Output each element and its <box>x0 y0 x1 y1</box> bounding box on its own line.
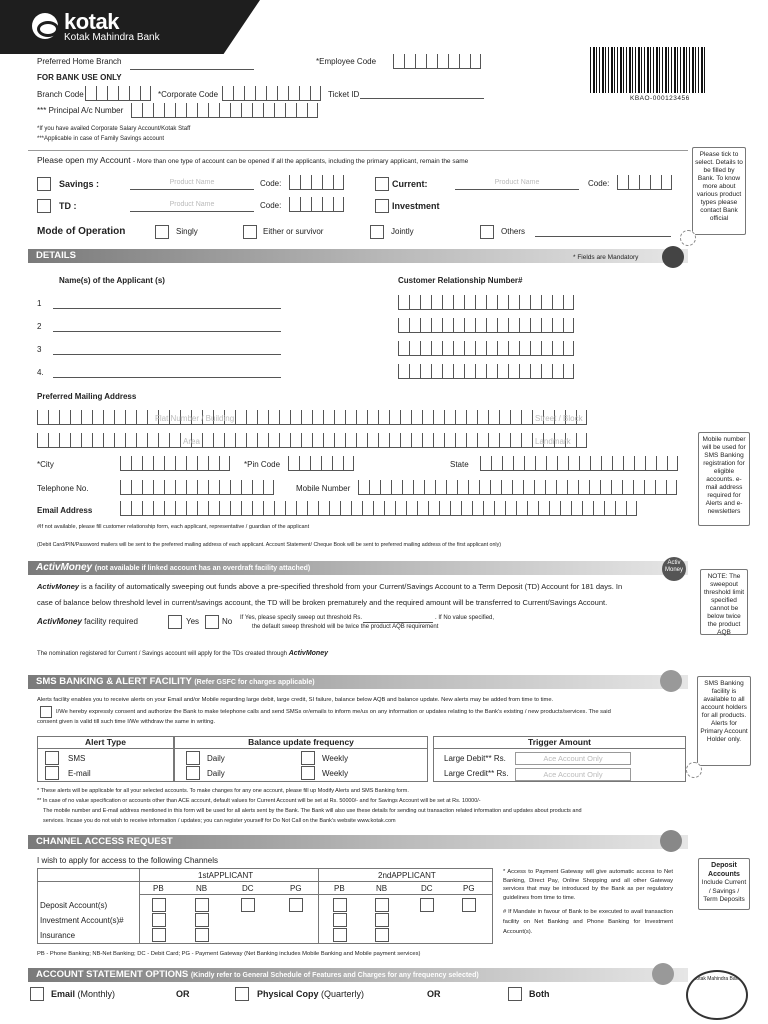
col-dc: DC <box>242 884 254 893</box>
col-pb: PB <box>334 884 345 893</box>
td-label: TD : <box>59 201 77 211</box>
brand-name: kotak <box>64 9 119 34</box>
activmoney-side-note: NOTE: The sweepout threshold limit specified cannot be below twice the product AQB <box>700 569 748 635</box>
corporate-code-label: *Corporate Code <box>158 90 219 99</box>
or-label: OR <box>176 989 190 999</box>
bank-stamp: Kotak Mahindra Bank <box>686 970 748 1020</box>
activmoney-desc-1: ActivMoney is a facility of automatically sweeping out funds above a pre-specified threshold from your Current/Savings Account to a Term Deposit (TD) Account for 181 days. In <box>37 582 623 591</box>
current-product-name[interactable]: Product Name <box>494 179 540 186</box>
others-label: Others <box>501 227 526 236</box>
investment-label: Investment <box>392 201 440 211</box>
channel-checkbox[interactable] <box>241 898 255 912</box>
channel-checkbox[interactable] <box>289 898 303 912</box>
barcode-text: KBAO-000123456 <box>630 95 690 102</box>
crn-boxes[interactable] <box>398 318 574 333</box>
flat-placeholder: Flat Number / Building <box>155 414 235 423</box>
either-label: Either or survivor <box>263 227 324 236</box>
singly-checkbox[interactable] <box>155 225 169 239</box>
second-applicant-header: 2ndAPPLICANT <box>378 871 436 880</box>
activmoney-no-checkbox[interactable] <box>205 615 219 629</box>
row-number: 3 <box>37 345 42 354</box>
investment-checkbox[interactable] <box>375 199 389 213</box>
email-statement-checkbox[interactable] <box>30 987 44 1001</box>
city-label: *City <box>37 460 54 469</box>
applicant-name-field[interactable] <box>53 377 281 378</box>
email-daily-label: Daily <box>207 769 225 778</box>
area-placeholder: Area <box>183 437 200 446</box>
large-debit-field[interactable]: Ace Account Only <box>515 752 631 765</box>
employee-code-boxes[interactable] <box>393 54 481 69</box>
table-line <box>139 894 493 895</box>
first-applicant-header: 1stAPPLICANT <box>198 871 254 880</box>
envelope-icon <box>652 963 674 985</box>
home-branch-label: Preferred Home Branch <box>37 57 122 66</box>
corporate-code-boxes[interactable] <box>222 86 321 101</box>
lightbulb-icon <box>686 762 702 778</box>
current-product-line <box>455 189 579 190</box>
channel-checkbox[interactable] <box>195 928 209 942</box>
bank-use-label: FOR BANK USE ONLY <box>37 73 122 82</box>
activmoney-header: ActivMoney (not available if linked account has an overdraft facility attached) <box>28 561 688 575</box>
principal-label: *** Principal A/c Number <box>37 106 124 115</box>
col-dc: DC <box>421 884 433 893</box>
email-daily-checkbox[interactable] <box>186 766 200 780</box>
both-label: Both <box>529 989 550 999</box>
table-line <box>37 881 493 882</box>
mandatory-note: * Fields are Mandatory <box>573 254 639 261</box>
telephone-label: Telephone No. <box>37 484 89 493</box>
please-open-label: Please open my Account - More than one type of account can be opened if all the applicants, including the primary applicant, remain the same <box>37 155 469 165</box>
large-credit-label: Large Credit** Rs. <box>444 769 509 778</box>
savings-product-name[interactable]: Product Name <box>169 179 215 186</box>
email-alert-label: E-mail <box>68 769 91 778</box>
city-boxes[interactable] <box>120 456 230 471</box>
applicant-name-field[interactable] <box>53 354 281 355</box>
large-debit-label: Large Debit** Rs. <box>444 754 506 763</box>
address-line1-boxes[interactable] <box>37 410 587 425</box>
savings-code-boxes[interactable] <box>289 175 344 190</box>
channel-checkbox[interactable] <box>375 898 389 912</box>
person-icon <box>662 246 684 268</box>
applicant-names-label: Name(s) of the Applicant (s) <box>59 276 165 285</box>
savings-label: Savings : <box>59 179 100 189</box>
physical-statement-label: Physical Copy (Quarterly) <box>257 989 365 999</box>
channel-checkbox[interactable] <box>333 913 347 927</box>
td-product-line <box>130 211 254 212</box>
account-side-note: Please tick to select. Details to be filled by Bank. To know more about various product types please contact Bank official <box>692 147 746 235</box>
sms-note-2: ** In case of no value specification or accounts other than ACE account, default values for Current Account will be set at Rs. 50000/- and for Savings Account will be set at Rs. 10000/- <box>37 798 481 804</box>
email-statement-label: Email (Monthly) <box>51 989 116 999</box>
channel-checkbox[interactable] <box>375 913 389 927</box>
savings-product-line <box>130 189 254 190</box>
channel-checkbox[interactable] <box>152 928 166 942</box>
others-checkbox[interactable] <box>480 225 494 239</box>
sms-note-4: services. Incase you do not wish to receive information / updates; you can register yourself for Do Not Call on the Bank's website www.kotak.com <box>43 818 396 824</box>
email-boxes[interactable] <box>120 501 637 516</box>
sms-note-3: The mobile number and E-mail address mentioned in this form will be used for all alerts sent by the Bank. The Bank will also use these details for sending out transaction related information and updates about products and <box>43 808 582 814</box>
sms-side-note: SMS Banking facility is available to all account holders for all products. Alerts for Primary Account Holder only. <box>697 676 751 766</box>
activmoney-desc-2: case of balance below threshold level in current/savings account, the TD will be broken prematurely and the required amount will be transferred to Current/Savings Account. <box>37 598 608 607</box>
channel-legend: PB - Phone Banking; NB-Net Banking; DC - Debit Card; PG - Payment Gateway (Net Banking includes Mobile Banking and Mobile payment services) <box>37 951 421 957</box>
pin-boxes[interactable] <box>288 456 354 471</box>
home-branch-field[interactable] <box>130 69 254 70</box>
threshold-field[interactable] <box>363 622 433 623</box>
col-pg: PG <box>463 884 475 893</box>
sms-daily-label: Daily <box>207 754 225 763</box>
mandate-note: # If Mandate in favour of Bank to be executed to avail transaction facility on Net Banking and Phone Banking for Investment Account(s). <box>503 909 673 935</box>
pin-label: *Pin Code <box>244 460 281 469</box>
branch-code-label: Branch Code <box>37 90 84 99</box>
row-number: 1 <box>37 299 42 308</box>
td-code-label: Code: <box>260 201 282 210</box>
sms-para-2: I/We hereby expressly consent and authorize the Bank to make telephone calls and send SMSs or/emails to inform me/us on any information or updates relating to the Bank's existing / new products/services. The said <box>56 709 611 715</box>
street-placeholder: Street / Block <box>535 414 583 423</box>
current-checkbox[interactable] <box>375 177 389 191</box>
mobile-boxes[interactable] <box>358 480 677 495</box>
td-checkbox[interactable] <box>37 199 51 213</box>
sms-para-3: consent given is valid till such time I/We withdraw the same in writing. <box>37 719 216 725</box>
large-credit-field[interactable]: Ace Account Only <box>515 768 631 781</box>
brand-subtitle: Kotak Mahindra Bank <box>64 32 160 43</box>
barcode <box>590 47 706 93</box>
others-field[interactable] <box>535 236 671 237</box>
address-line2-boxes[interactable] <box>37 433 587 448</box>
balance-freq-box: Balance update frequency <box>174 736 428 782</box>
channel-header: CHANNEL ACCESS REQUEST <box>28 835 688 849</box>
telephone-boxes[interactable] <box>120 480 274 495</box>
mailing-address-label: Preferred Mailing Address <box>37 392 137 401</box>
sms-weekly-label: Weekly <box>322 754 349 763</box>
channel-checkbox[interactable] <box>462 898 476 912</box>
if-yes-text: If Yes, please specify sweep out threshold Rs. <box>240 615 363 621</box>
col-pg: PG <box>290 884 302 893</box>
principal-boxes[interactable] <box>131 103 318 118</box>
yes-label: Yes <box>186 617 200 626</box>
crn-boxes[interactable] <box>398 364 574 379</box>
physical-statement-checkbox[interactable] <box>235 987 249 1001</box>
state-boxes[interactable] <box>480 456 678 471</box>
td-product-name[interactable]: Product Name <box>169 201 215 208</box>
mobile-phone-icon <box>660 670 682 692</box>
crn-boxes[interactable] <box>398 341 574 356</box>
table-line <box>139 868 140 944</box>
savings-checkbox[interactable] <box>37 177 51 191</box>
current-code-boxes[interactable] <box>617 175 672 190</box>
sms-note-1: * These alerts will be applicable for all your selected accounts. To make changes for any one account, please fill up Modify Alerts and SMS Banking form. <box>37 788 409 794</box>
savings-code-label: Code: <box>260 179 282 188</box>
deposit-label: Deposit Account(s) <box>40 901 108 910</box>
col-nb: NB <box>196 884 208 893</box>
employee-code-label: *Employee Code <box>316 57 377 66</box>
current-code-label: Code: <box>588 179 610 188</box>
sms-header: SMS BANKING & ALERT FACILITY (Refer GSFC for charges applicable) <box>28 675 688 689</box>
kotak-logo-icon <box>32 13 58 39</box>
channel-checkbox[interactable] <box>195 898 209 912</box>
either-checkbox[interactable] <box>243 225 257 239</box>
state-label: State <box>450 460 469 469</box>
jointly-checkbox[interactable] <box>370 225 384 239</box>
activmoney-logo-icon: Activ Money <box>662 557 686 581</box>
pg-note: * Access to Payment Gateway will give automatic access to Net Banking, Direct Pay, Online Shopping and all other Gateway services that may be introduced by the Bank as per regulatory guidelines from time to time. <box>503 869 673 901</box>
applicant-name-field[interactable] <box>53 331 281 332</box>
crn-boxes[interactable] <box>398 295 574 310</box>
channel-intro: I wish to apply for access to the following Channels <box>37 856 218 865</box>
row-number: 2 <box>37 322 42 331</box>
consent-checkbox[interactable] <box>40 706 52 718</box>
sms-para-1: Alerts facility enables you to receive alerts on your Email and/or Mobile regarding large debit, large credit, SI failure, balance below AQB and balance update. New alerts may be added from time to time. <box>37 697 554 703</box>
no-label: No <box>222 617 233 626</box>
nomination-text: The nomination registered for Current / Savings account will apply for the TDs created through ActivMoney <box>37 650 328 657</box>
ticket-id-label: Ticket ID <box>328 90 360 99</box>
alert-type-box: Alert Type <box>37 736 174 782</box>
statement-header: ACCOUNT STATEMENT OPTIONS (Kindly refer to General Schedule of Features and Charges for any frequency selected) <box>28 968 688 982</box>
ticket-id-field[interactable] <box>360 98 484 99</box>
crn-footnote: #If not available, please fill customer relationship form, each applicant, representative / guardian of the applicant <box>37 524 310 530</box>
channel-checkbox[interactable] <box>333 928 347 942</box>
mode-of-operation-label: Mode of Operation <box>37 226 126 237</box>
both-statement-checkbox[interactable] <box>508 987 522 1001</box>
email-weekly-checkbox[interactable] <box>301 766 315 780</box>
col-nb: NB <box>376 884 388 893</box>
activmoney-yes-checkbox[interactable] <box>168 615 182 629</box>
td-code-boxes[interactable] <box>289 197 344 212</box>
details-header: DETAILS <box>28 249 688 263</box>
col-pb: PB <box>153 884 164 893</box>
sms-daily-checkbox[interactable] <box>186 751 200 765</box>
divider <box>28 150 688 151</box>
or-label: OR <box>427 989 441 999</box>
mailer-footnote: (Debit Card/PIN/Password mailers will be sent to the preferred mailing address of each applicant. Account Statement/ Cheque Book will be sent to preferred mailing address of the first applicant only) <box>37 542 502 548</box>
table-line <box>318 868 319 944</box>
applicant-name-field[interactable] <box>53 308 281 309</box>
email-alert-checkbox[interactable] <box>45 766 59 780</box>
default-threshold-text: the default sweep threshold will be twice the product AQB requirement <box>252 624 439 630</box>
row-number: 4. <box>37 368 44 377</box>
channel-checkbox[interactable] <box>375 928 389 942</box>
key-icon <box>660 830 682 852</box>
current-label: Current: <box>392 179 428 189</box>
note-family: ***Applicable in case of Family Savings account <box>37 136 165 142</box>
email-weekly-label: Weekly <box>322 769 349 778</box>
details-side-note: Mobile number will be used for SMS Banking registration for eligible accounts. e-mail address required for Alerts and e-newsletters <box>698 432 750 526</box>
channel-checkbox[interactable] <box>195 913 209 927</box>
sms-weekly-checkbox[interactable] <box>301 751 315 765</box>
crn-label: Customer Relationship Number# <box>398 276 523 285</box>
channel-checkbox[interactable] <box>152 898 166 912</box>
channel-checkbox[interactable] <box>333 898 347 912</box>
lightbulb-icon <box>680 230 696 246</box>
landmark-placeholder: Landmark <box>535 437 571 446</box>
sms-label: SMS <box>68 754 86 763</box>
insurance-label: Insurance <box>40 931 76 940</box>
activmoney-required-label: ActivMoney facility required <box>37 617 138 626</box>
jointly-label: Jointly <box>391 227 414 236</box>
branch-code-boxes[interactable] <box>85 86 151 101</box>
investment-accounts-label: Investment Account(s)# <box>40 916 124 925</box>
singly-label: Singly <box>176 227 198 236</box>
mobile-label: Mobile Number <box>296 484 351 493</box>
sms-alert-checkbox[interactable] <box>45 751 59 765</box>
channel-checkbox[interactable] <box>152 913 166 927</box>
trigger-box: Trigger Amount <box>433 736 686 782</box>
channel-checkbox[interactable] <box>420 898 434 912</box>
channel-side-note: Deposit Accounts Include Current / Savings / Term Deposits <box>698 858 750 910</box>
if-no-text: . If No value specified, <box>435 615 495 621</box>
email-label: Email Address <box>37 506 93 515</box>
note-corporate: *If you have availed Corporate Salary Account/Kotak Staff <box>37 126 191 132</box>
